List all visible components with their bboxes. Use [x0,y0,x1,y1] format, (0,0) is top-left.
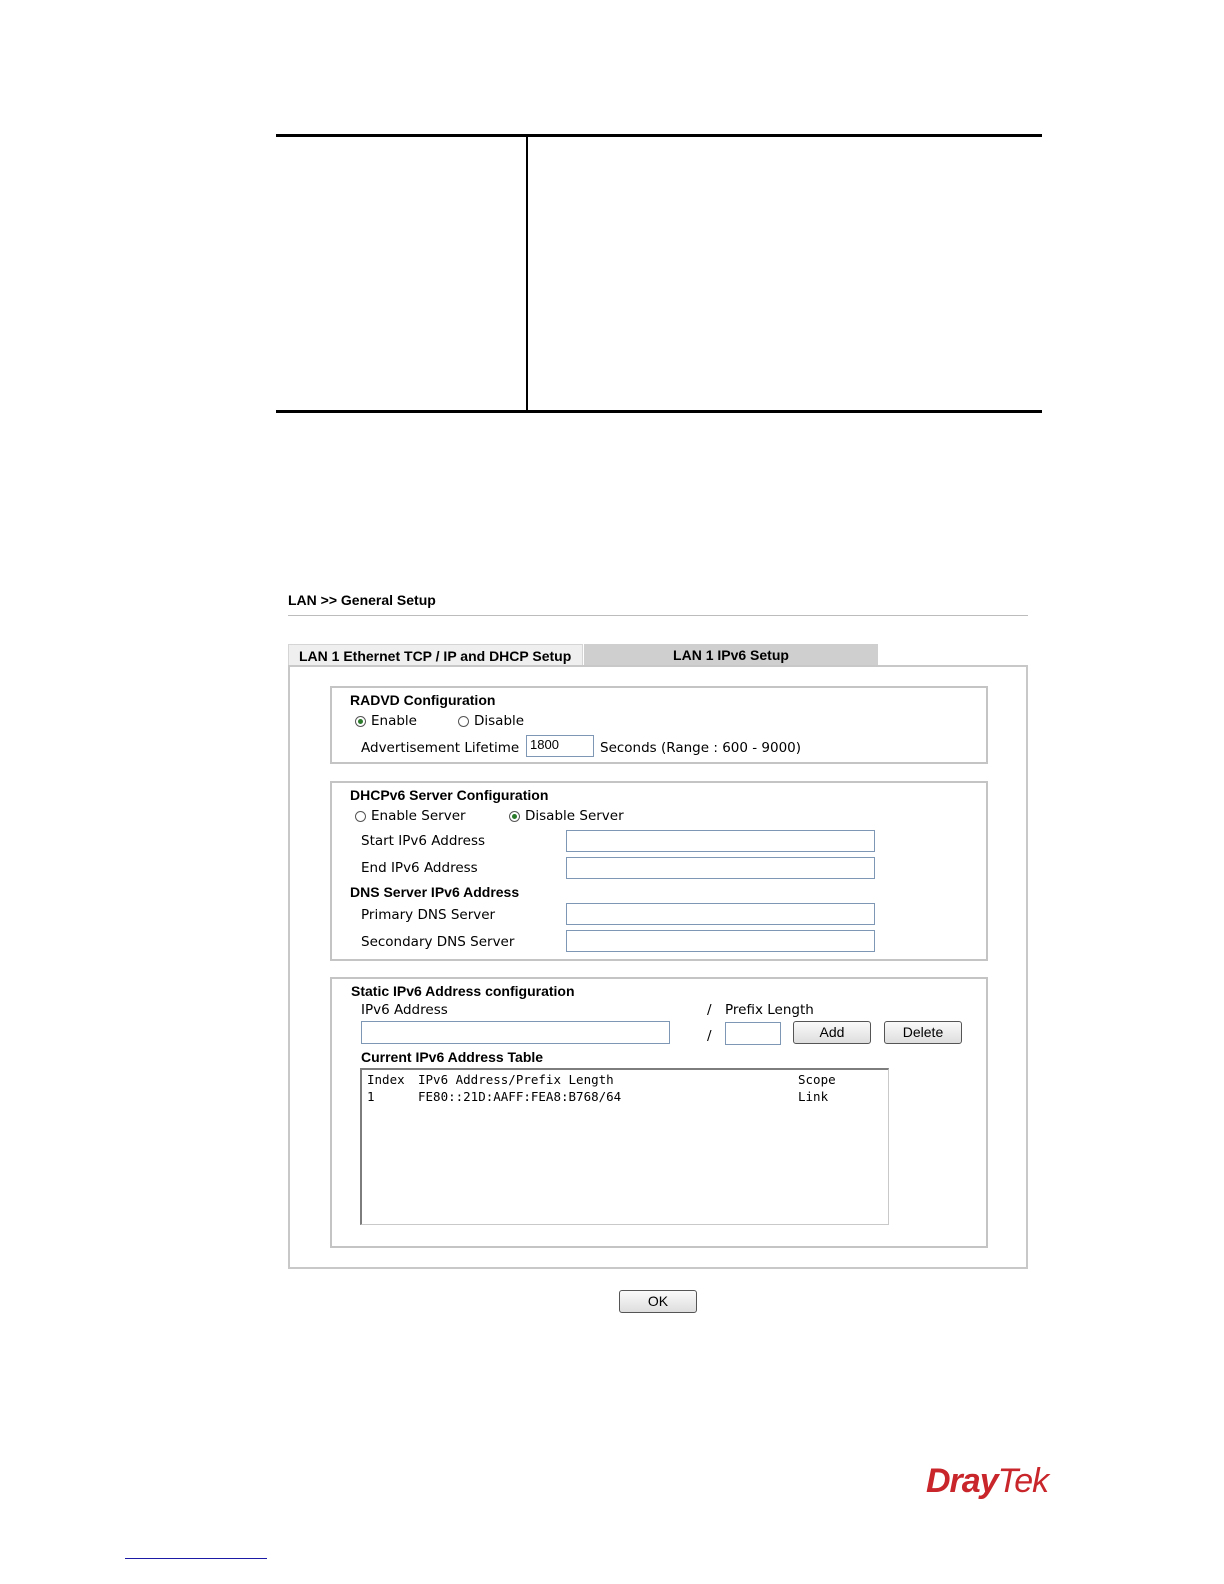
start-ipv6-label: Start IPv6 Address [361,833,486,849]
radvd-enable-label: Enable [371,713,417,729]
advertisement-lifetime-input[interactable]: 1800 [526,735,594,757]
end-ipv6-label: End IPv6 Address [361,860,478,876]
radvd-title: RADVD Configuration [350,692,496,708]
address-table-title: Current IPv6 Address Table [361,1049,544,1065]
dhcpv6-enable-label: Enable Server [371,808,466,824]
dns-server-title: DNS Server IPv6 Address [350,884,520,900]
secondary-dns-label: Secondary DNS Server [361,934,515,950]
table-header-address: IPv6 Address/Prefix Length [418,1072,614,1087]
ok-button[interactable]: OK [619,1290,697,1313]
dhcpv6-enable-radio[interactable] [355,811,366,822]
title-divider [288,615,1028,616]
secondary-dns-input[interactable] [566,930,875,952]
draytek-logo [926,1462,1048,1501]
primary-dns-label: Primary DNS Server [361,907,496,923]
dhcpv6-disable-radio[interactable] [509,811,520,822]
tab-ipv6-setup[interactable]: LAN 1 IPv6 Setup [584,644,878,666]
end-ipv6-input[interactable] [566,857,875,879]
slash-separator: / [707,1028,712,1044]
logo-part-tek: Tek [997,1462,1049,1500]
table-header-index: Index [367,1072,405,1087]
ipv6-address-input[interactable] [361,1021,670,1044]
radvd-enable-radio[interactable] [355,716,366,727]
dhcpv6-title: DHCPv6 Server Configuration [350,787,549,803]
prefix-length-label: Prefix Length [725,1002,814,1018]
table-row-index: 1 [367,1089,375,1104]
page-title: LAN >> General Setup [288,592,436,608]
ipv6-address-label: IPv6 Address [361,1002,448,1018]
advertisement-lifetime-hint: Seconds (Range : 600 - 9000) [600,740,802,756]
delete-button[interactable]: Delete [884,1021,962,1044]
radvd-disable-radio[interactable] [458,716,469,727]
slash-label: / [707,1002,712,1018]
advertisement-lifetime-label: Advertisement Lifetime [361,740,520,756]
radvd-disable-label: Disable [474,713,525,729]
logo-part-dray: Dray [926,1462,998,1500]
add-button[interactable]: Add [793,1021,871,1044]
dhcpv6-disable-label: Disable Server [525,808,624,824]
static-ipv6-title: Static IPv6 Address configuration [351,983,575,999]
table-row-scope: Link [798,1089,829,1104]
footer-rule [125,1558,267,1559]
tab-ethernet-dhcp-setup[interactable]: LAN 1 Ethernet TCP / IP and DHCP Setup [288,644,583,666]
table-row-address: FE80::21D:AAFF:FEA8:B768/64 [418,1089,622,1104]
start-ipv6-input[interactable] [566,830,875,852]
description-table [276,134,1042,413]
table-header-scope: Scope [798,1072,836,1087]
primary-dns-input[interactable] [566,903,875,925]
prefix-length-input[interactable] [725,1022,781,1045]
description-table-divider [526,134,528,413]
